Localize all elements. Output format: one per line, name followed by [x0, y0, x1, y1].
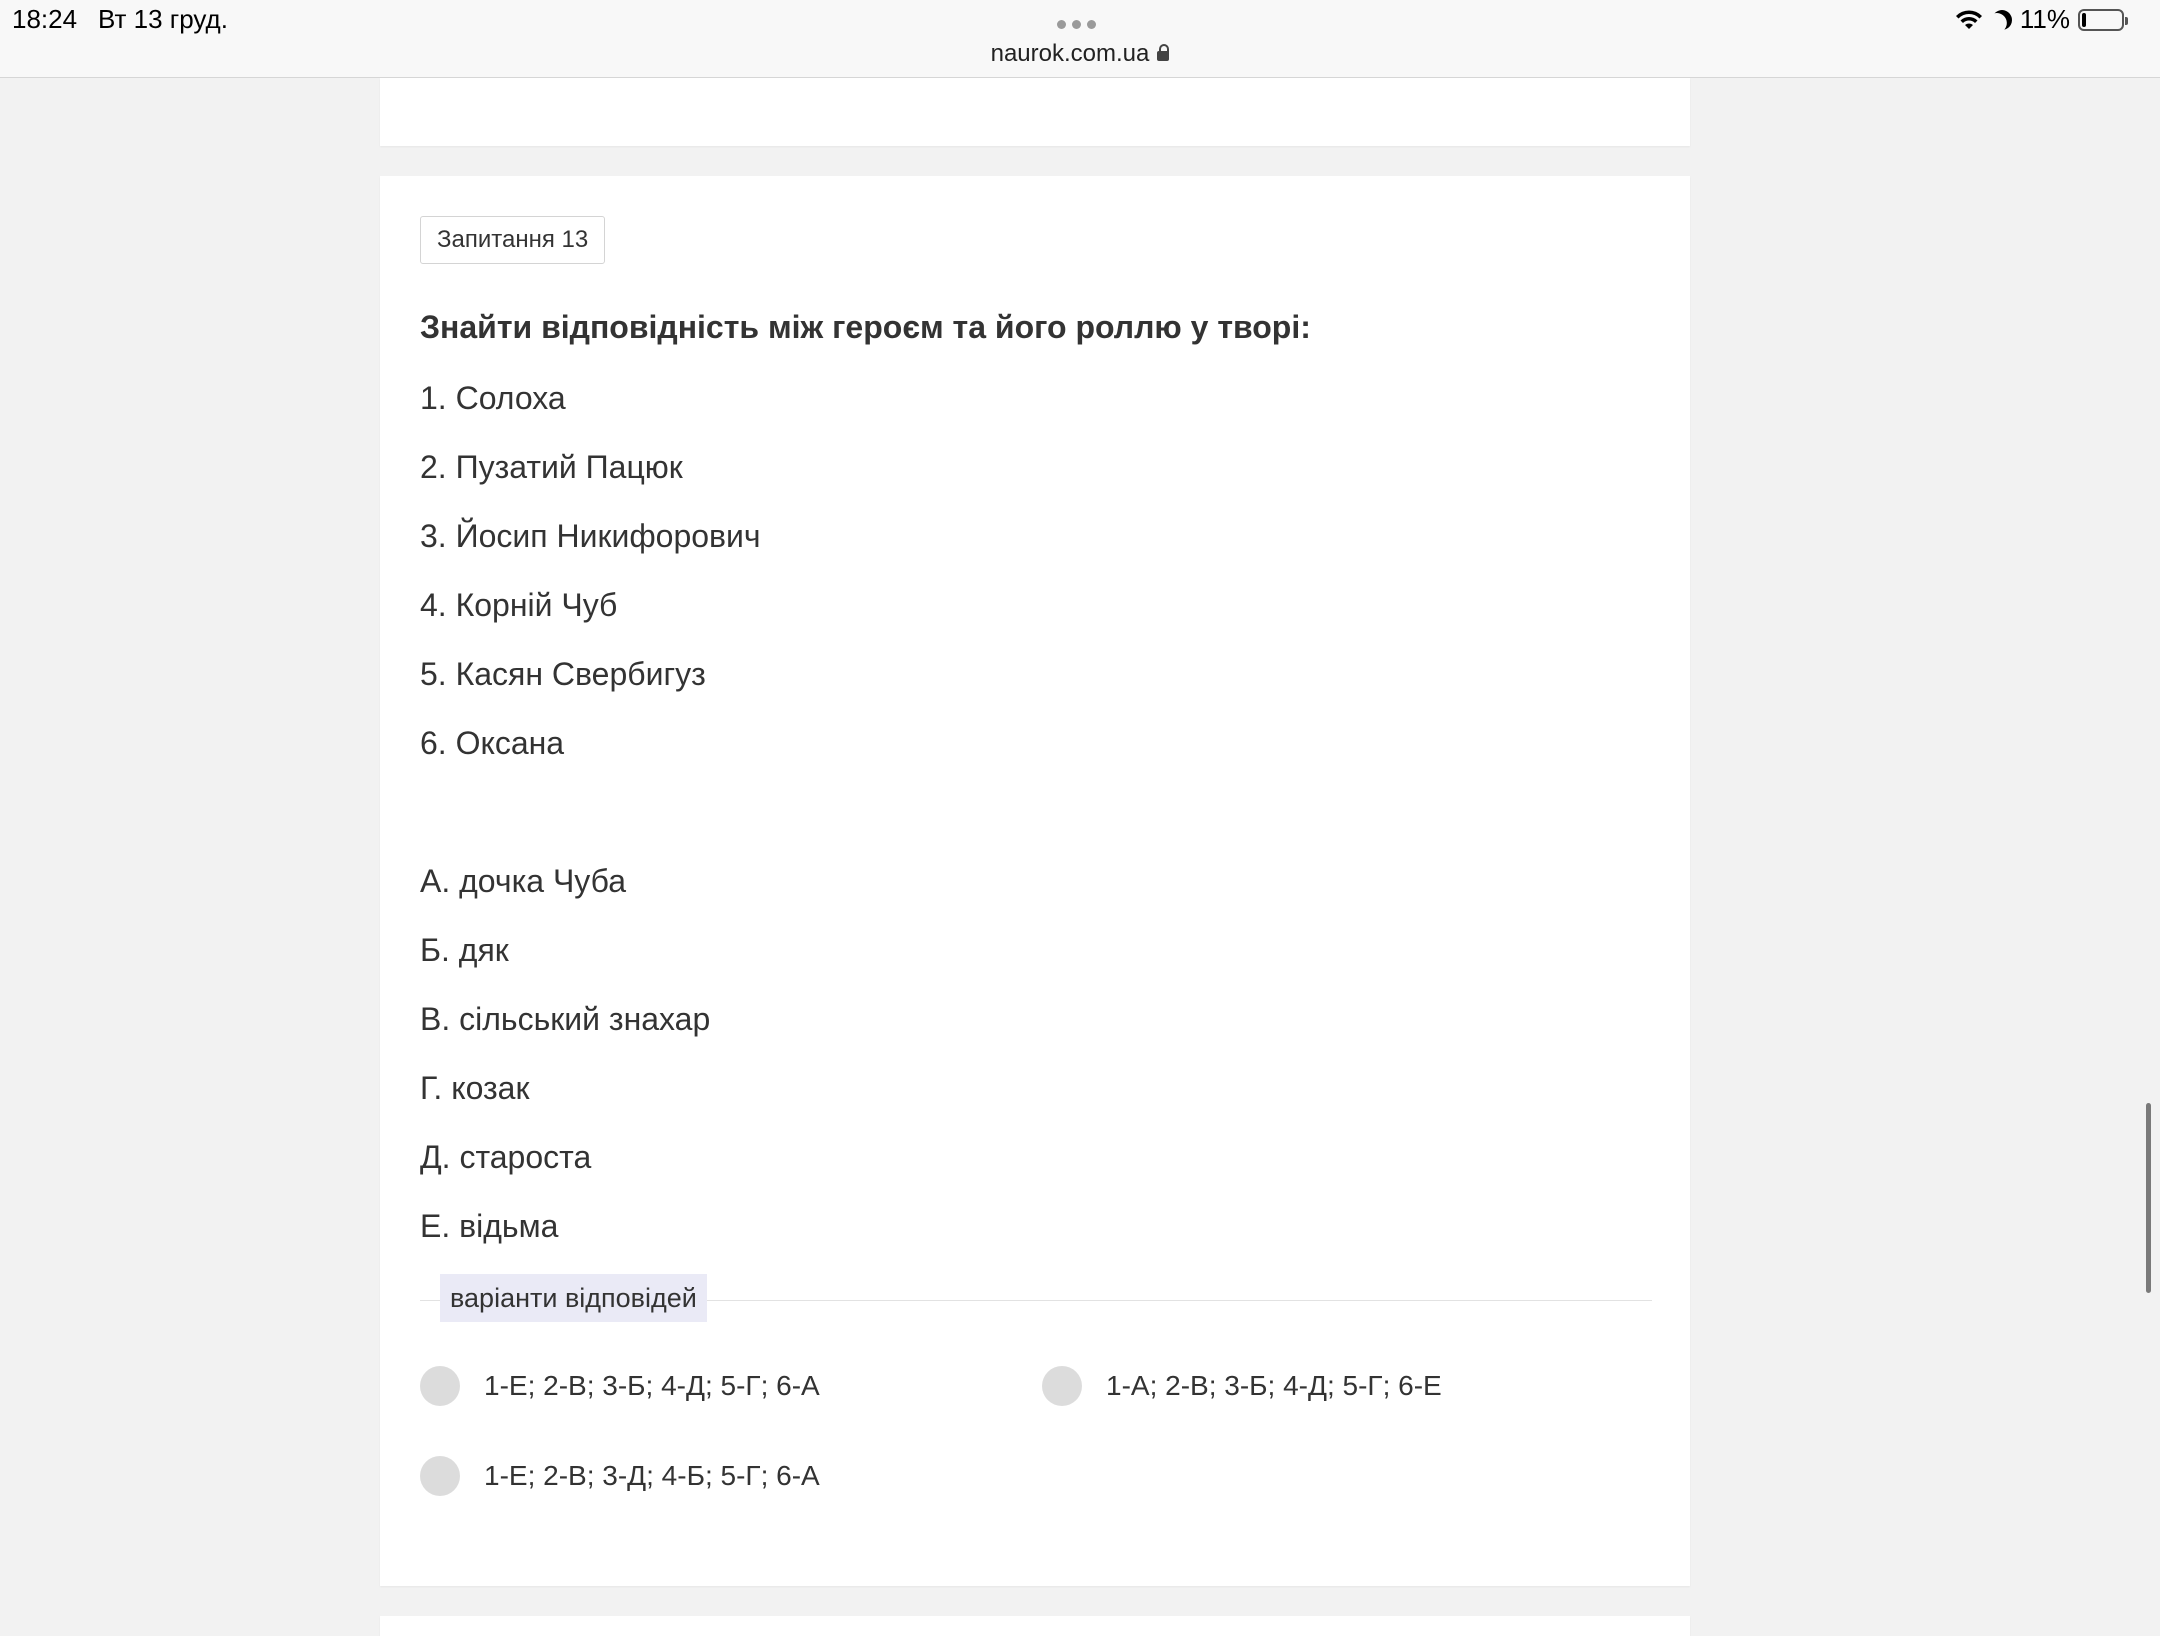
answer-option-label[interactable]: 1-А; 2-В; 3-Б; 4-Д; 5-Г; 6-Е: [1106, 1370, 1442, 1401]
hero-item: 6. Оксана: [420, 725, 565, 761]
hero-item: 2. Пузатий Пацюк: [420, 449, 683, 485]
browser-top-bar: [0, 0, 2160, 78]
answer-option-label[interactable]: 1-Е; 2-В; 3-Д; 4-Б; 5-Г; 6-А: [484, 1460, 820, 1491]
status-date: Вт 13 груд.: [98, 4, 228, 34]
radio-button[interactable]: [420, 1366, 460, 1406]
answer-option[interactable]: [1042, 1366, 1442, 1406]
battery-percent: 11%: [2019, 4, 2070, 34]
radio-button[interactable]: [1042, 1366, 1082, 1406]
role-item: Б. дяк: [420, 932, 509, 968]
question-card: [380, 176, 1690, 1586]
moon-icon: [1988, 6, 2015, 33]
answer-option-label[interactable]: 1-Е; 2-В; 3-Б; 4-Д; 5-Г; 6-А: [484, 1370, 820, 1401]
radio-button[interactable]: [420, 1456, 460, 1496]
role-item: А. дочка Чуба: [420, 863, 627, 899]
scrollbar[interactable]: [2146, 1103, 2151, 1293]
battery-level: [2082, 13, 2086, 27]
url-text: naurok.com.ua: [990, 40, 1150, 67]
answer-variants-label: варіанти відповідей: [440, 1274, 707, 1322]
previous-question-card: [380, 78, 1690, 146]
status-time: 18:24: [12, 4, 78, 34]
role-item: Е. відьма: [420, 1208, 559, 1244]
role-item: Г. козак: [420, 1070, 530, 1106]
answer-option[interactable]: [420, 1456, 820, 1496]
more-dots-icon[interactable]: [1057, 20, 1096, 29]
hero-item: 5. Касян Свербигуз: [420, 656, 706, 692]
next-question-card: [380, 1616, 1690, 1636]
hero-item: 4. Корній Чуб: [420, 587, 618, 623]
status-icons: [1954, 4, 2124, 35]
role-item: В. сільський знахар: [420, 1001, 711, 1037]
lock-icon: [1157, 51, 1169, 61]
role-item: Д. староста: [420, 1139, 592, 1175]
wifi-icon: [1954, 9, 1984, 31]
address-bar[interactable]: [0, 40, 2160, 68]
answer-option[interactable]: [420, 1366, 820, 1406]
question-number-badge: Запитання 13: [420, 216, 605, 264]
question-title: Знайти відповідність між героєм та його роллю у творі:: [420, 309, 1311, 345]
hero-item: 1. Солоха: [420, 380, 566, 416]
battery-icon: [2078, 9, 2124, 31]
hero-item: 3. Йосип Никифорович: [420, 518, 761, 554]
